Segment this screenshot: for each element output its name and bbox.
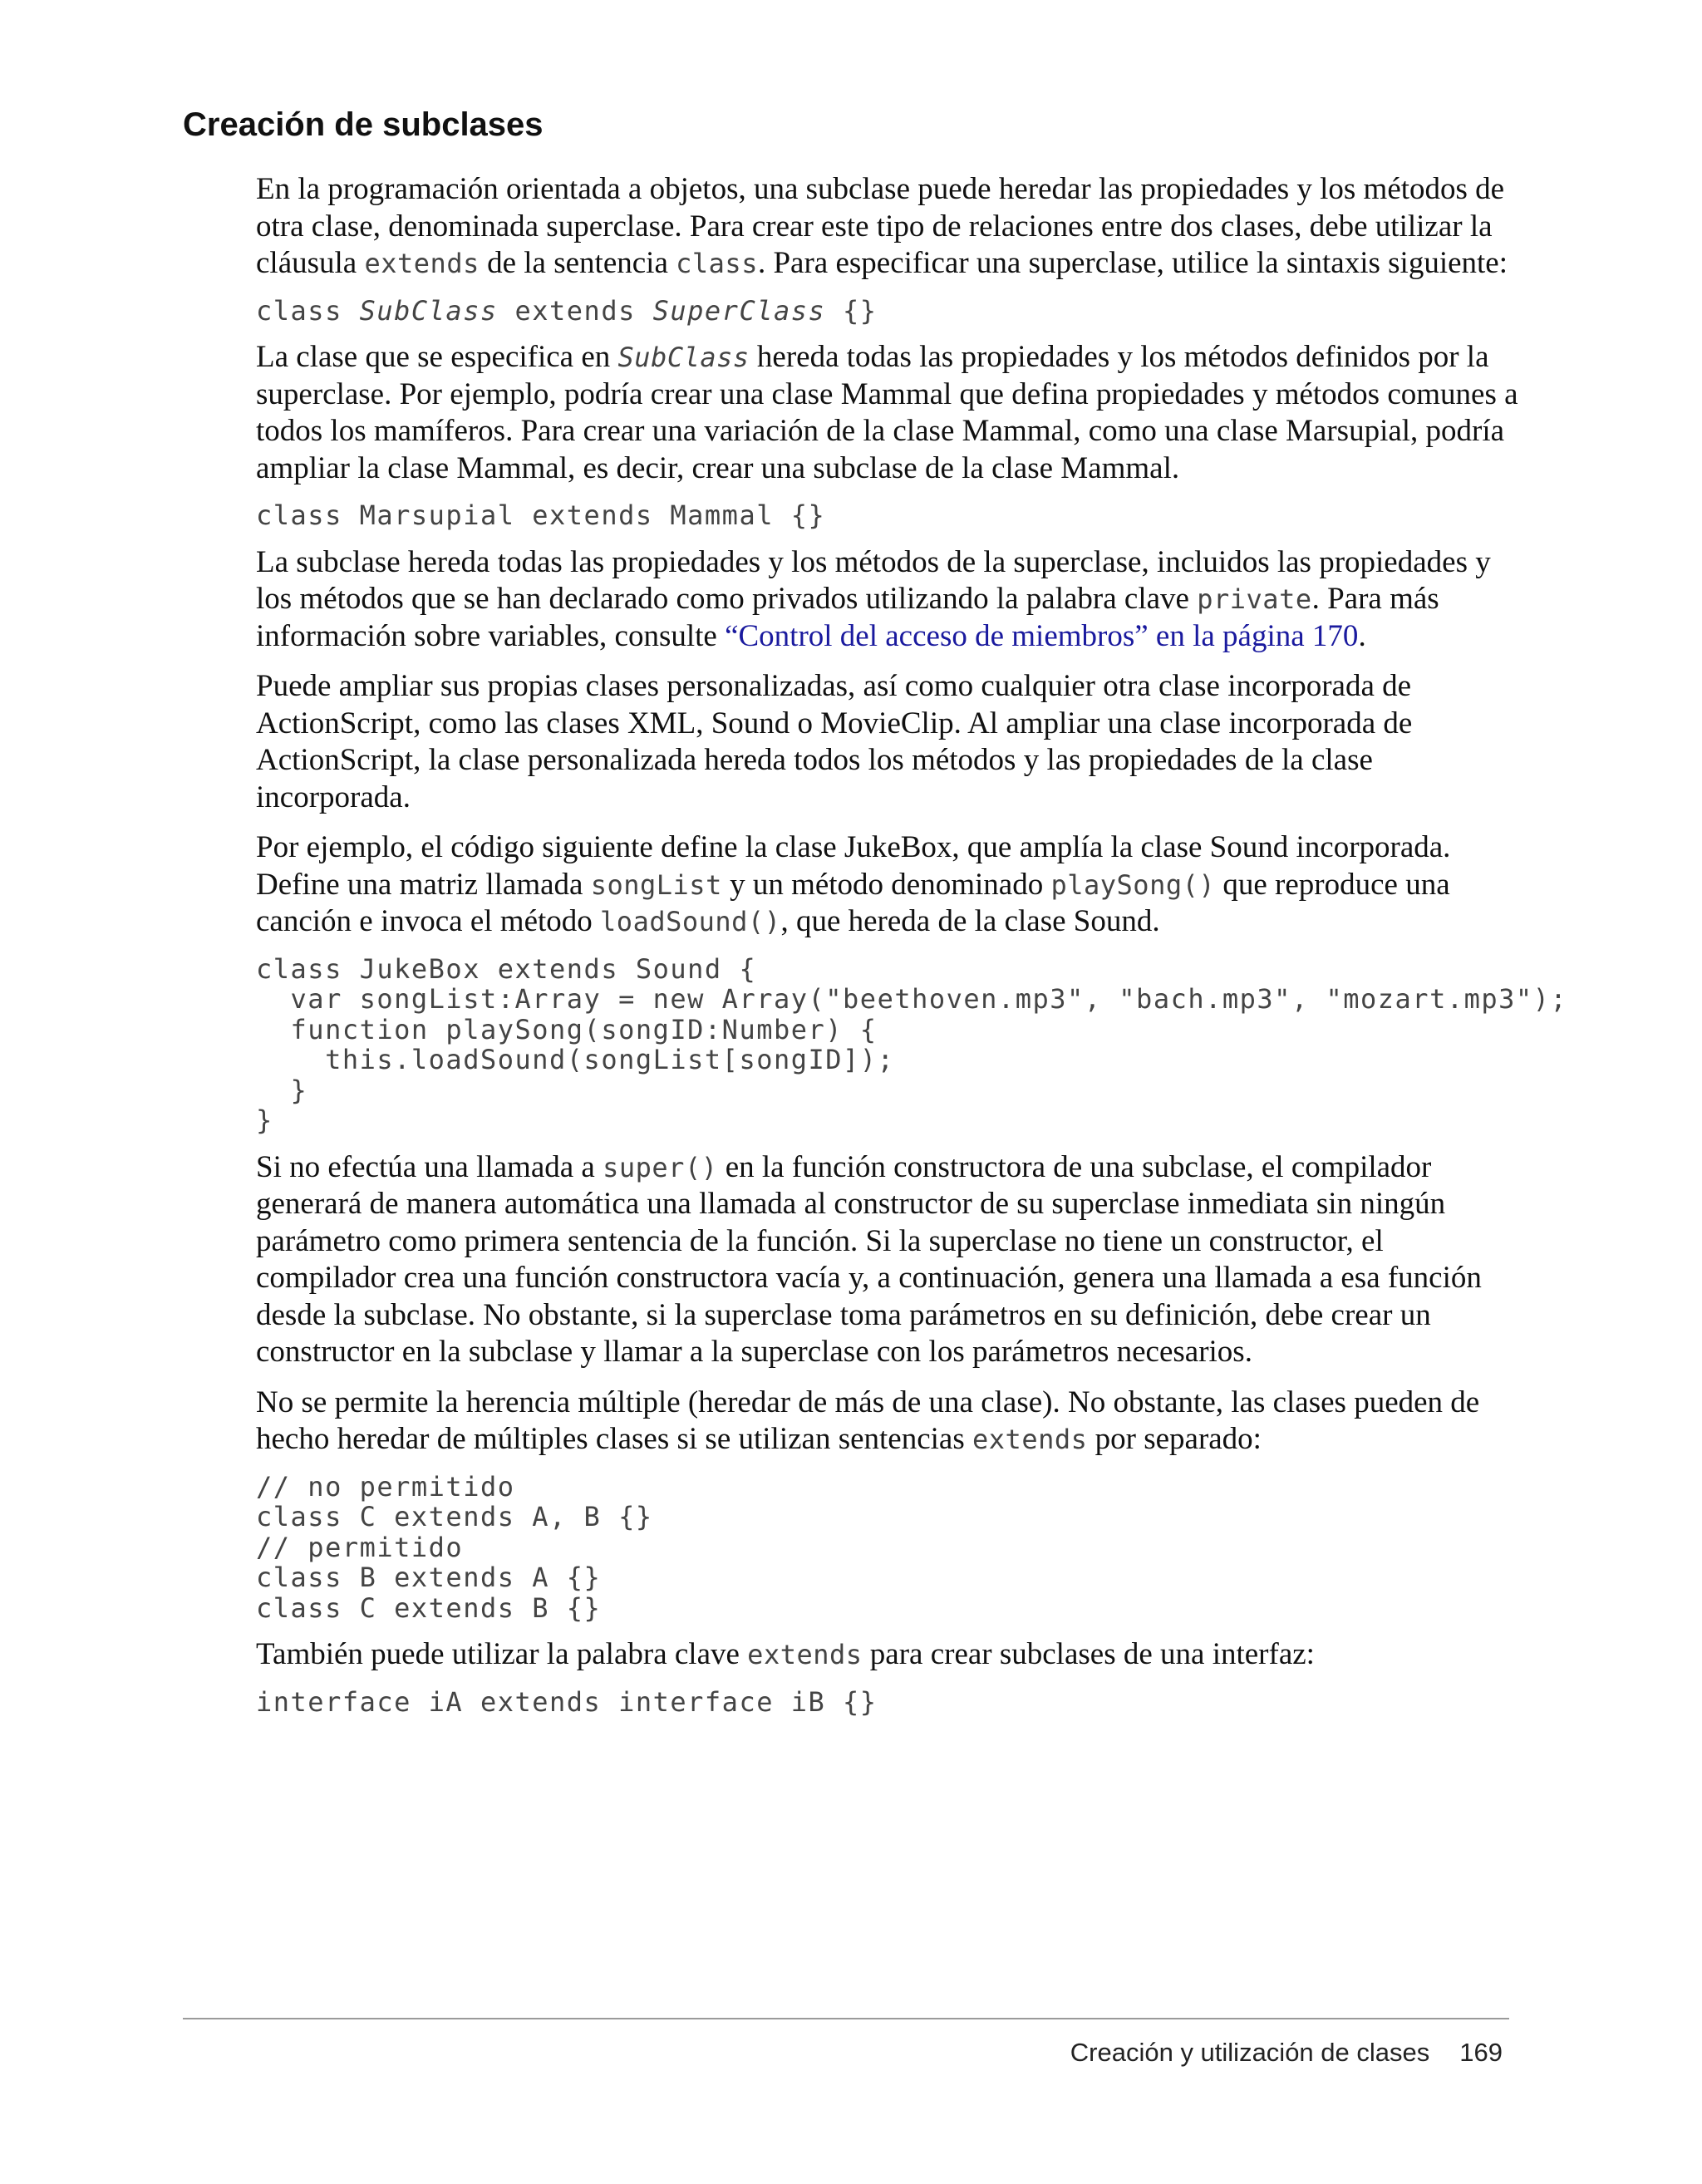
inline-code: extends bbox=[972, 1424, 1088, 1455]
code-text: {} bbox=[825, 294, 878, 327]
text-run: . Para especificar una superclase, utilice la sintaxis siguiente: bbox=[757, 246, 1508, 280]
text-run: No se permite la herencia múltiple (heredar de más de una clase). No obstante, las clases pueden de hecho heredar de múltiples clases si se utilizan sentencias bbox=[256, 1385, 1480, 1456]
text-run: de la sentencia bbox=[479, 246, 676, 280]
code-placeholder: SubClass bbox=[359, 294, 498, 327]
inline-code: playSong() bbox=[1050, 868, 1216, 901]
code-placeholder: SuperClass bbox=[652, 294, 826, 327]
text-run: en la función constructora de una subclase, el compilador generará de manera automática una llamada al constructor de su superclase inmediata sin ningún parámetro como primera sentencia de la función. Si la superclase no tiene un constructor, el compilador crea una función constructora vacía y, a continuación, genera una llamada a esa función desde la subclase. No obstante, si la superclase toma parámetros en su definición, debe crear un constructor en la subclase y llamar a la superclase con los parámetros necesarios. bbox=[256, 1149, 1482, 1369]
cross-reference-link[interactable]: “Control del acceso de miembros” en la página 170 bbox=[725, 618, 1359, 653]
text-run: También puede utilizar la palabra clave bbox=[256, 1637, 748, 1671]
text-run: que reproduce una canción e invoca el método bbox=[256, 867, 1450, 938]
section-heading: Creación de subclases bbox=[183, 106, 544, 143]
text-run: La subclase hereda todas las propiedades y los métodos de la superclase, incluidos las propiedades y los métodos que se han declarado como privados utilizando la palabra clave bbox=[256, 544, 1491, 616]
code-text: class bbox=[256, 294, 360, 327]
text-run: La clase que se especifica en bbox=[256, 340, 618, 374]
text-run: para crear subclases de una interfaz: bbox=[862, 1637, 1315, 1671]
page-number: 169 bbox=[1459, 2038, 1503, 2067]
text-run: Si no efectúa una llamada a bbox=[256, 1149, 603, 1184]
paragraph-super bbox=[256, 1149, 1519, 1371]
code-text: extends bbox=[497, 294, 653, 327]
inline-code: SubClass bbox=[617, 342, 750, 373]
inline-code: extends bbox=[364, 248, 480, 279]
text-run: Por ejemplo, el código siguiente define la clase JukeBox, que amplía la clase Sound incorporada. Define una matriz llamada bbox=[256, 830, 1451, 902]
paragraph-builtin: Puede ampliar sus propias clases personalizadas, así como cualquier otra clase incorporada de ActionScript, como las clases XML, Sound o MovieClip. Al ampliar una clase incorporada de ActionScript, la clase personalizada hereda todos los métodos y las propiedades de la clase incorporada. bbox=[256, 669, 1413, 814]
code-syntax bbox=[256, 296, 1519, 327]
text-run: por separado: bbox=[1087, 1422, 1262, 1456]
body-text bbox=[256, 171, 1568, 1730]
page-footer bbox=[1070, 2038, 1503, 2068]
inline-code: super() bbox=[603, 1151, 718, 1183]
paragraph-private bbox=[256, 544, 1519, 656]
footer-divider bbox=[183, 2018, 1509, 2019]
inline-code: songList bbox=[590, 868, 722, 901]
text-run: En la programación orientada a objetos, una subclase puede heredar las propiedades y los métodos de otra clase, denominada superclase. Para crear este tipo de relaciones entre dos clases, debe utilizar la cláusula bbox=[256, 172, 1505, 280]
paragraph-jukebox bbox=[256, 829, 1519, 941]
text-run: hereda todas las propiedades y los métodos definidos por la superclase. Por ejemplo, podría crear una clase Mammal que defina propiedades y métodos comunes a todos los mamíferos. Para crear una variación de la clase Mammal, como una clase Marsupial, podría ampliar la clase Mammal, es decir, crear una subclase de la clase Mammal. bbox=[256, 340, 1518, 485]
text-run: . Para más información sobre variables, consulte bbox=[256, 582, 1439, 653]
inline-code: extends bbox=[747, 1639, 863, 1670]
code-marsupial: class Marsupial extends Mammal {} bbox=[256, 499, 826, 531]
inline-code: private bbox=[1197, 583, 1312, 615]
code-multiple: // no permitido class C extends A, B {} // permitido class B extends A {} class C extends B {} bbox=[256, 1470, 653, 1624]
inline-code: class bbox=[676, 248, 758, 279]
footer-chapter-title: Creación y utilización de clases bbox=[1070, 2038, 1430, 2067]
inline-code: loadSound() bbox=[600, 906, 781, 937]
paragraph-interface bbox=[256, 1636, 1519, 1674]
paragraph-subclass bbox=[256, 339, 1519, 487]
text-run: . bbox=[1358, 618, 1366, 653]
text-run: y un método denominado bbox=[721, 867, 1051, 902]
paragraph-multiple bbox=[256, 1385, 1519, 1458]
text-run: , que hereda de la clase Sound. bbox=[780, 904, 1160, 938]
code-jukebox: class JukeBox extends Sound { var songList:Array = new Array("beethoven.mp3", "bach.mp3", "mozart.mp3"); function playSong(songID:Number) { this.loadSound(songList[songID]); } } bbox=[256, 952, 1568, 1136]
code-interface: interface iA extends interface iB {} bbox=[256, 1685, 878, 1718]
paragraph-intro bbox=[256, 171, 1519, 283]
